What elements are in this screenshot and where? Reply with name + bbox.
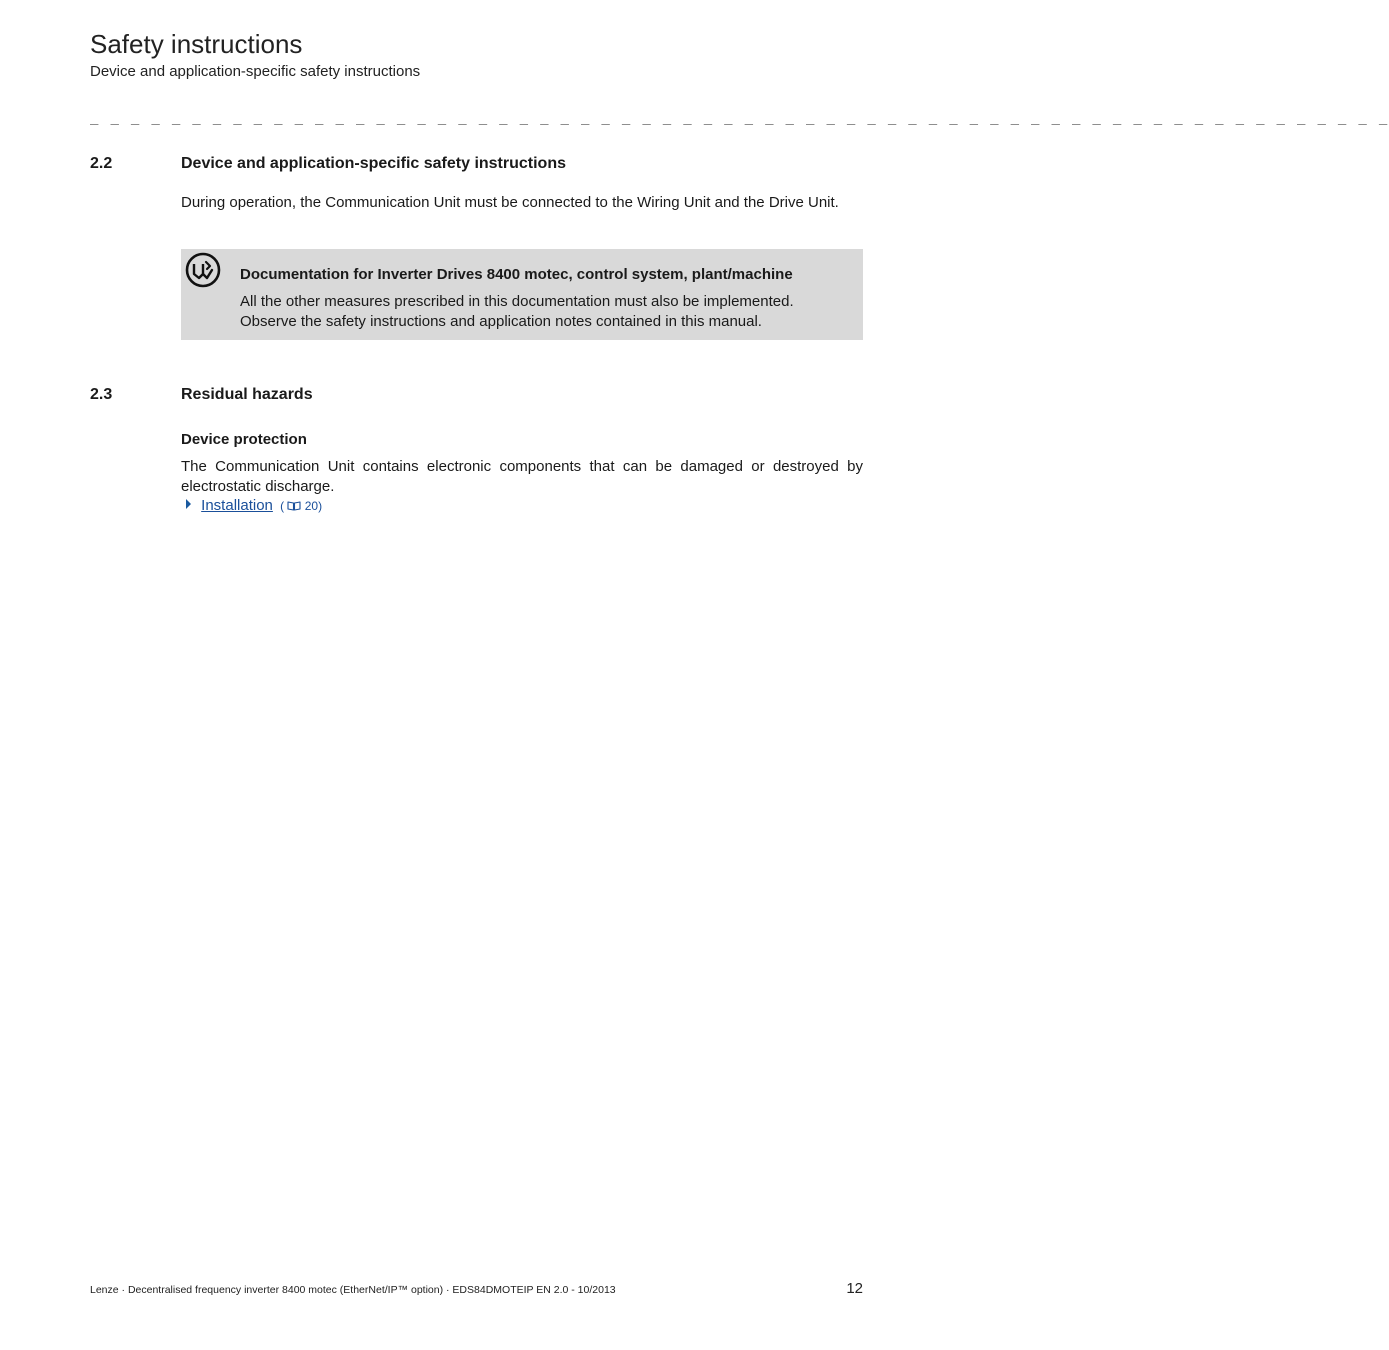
page-reference[interactable] <box>280 499 322 513</box>
page-reference-number: 20) <box>304 499 323 513</box>
documentation-note-box <box>181 249 863 340</box>
note-title: Documentation for Inverter Drives 8400 motec, control system, plant/machine <box>240 266 793 283</box>
documentation-note-icon <box>185 252 221 288</box>
footer-text: Lenze · Decentralised frequency inverter 8400 motec (EtherNet/IP™ option) · EDS84DMOTEIP EN 2.0 - 10/2013 <box>90 1284 616 1296</box>
section-2-2-title: Device and application-specific safety instructions <box>181 155 566 172</box>
note-line-1: All the other measures prescribed in this documentation must also be implemented. <box>240 293 794 310</box>
section-2-3-title: Residual hazards <box>181 386 313 403</box>
book-icon <box>287 501 301 511</box>
page-title: Safety instructions <box>90 29 303 59</box>
page-subtitle: Device and application-specific safety instructions <box>90 63 421 80</box>
section-2-3-number: 2.3 <box>90 386 113 403</box>
section-2-2-paragraph: During operation, the Communication Unit must be connected to the Wiring Unit and the Drive Unit. <box>181 194 839 211</box>
device-protection-heading: Device protection <box>181 431 307 448</box>
installation-link-row <box>186 496 322 516</box>
page-reference-open: ( <box>280 499 285 513</box>
arrow-right-icon <box>186 499 191 509</box>
section-2-3-paragraph: The Communication Unit contains electronic components that can be damaged or destroyed by electrostatic discharge. <box>181 458 863 495</box>
page-number: 12 <box>846 1280 863 1297</box>
note-body <box>240 292 855 331</box>
header-divider: _ _ _ _ _ _ _ _ _ _ _ _ _ _ _ _ _ _ _ _ _ _ _ _ _ _ _ _ _ _ _ _ _ _ _ _ _ _ _ _ _ _ _ _ _ _ _ _ _ _ _ _ _ _ _ _ _ _ _ _ _ _ _ _ <box>90 109 1389 125</box>
note-line-2: Observe the safety instructions and application notes contained in this manual. <box>240 312 762 330</box>
section-2-2-number: 2.2 <box>90 155 113 172</box>
installation-link[interactable]: Installation <box>201 497 273 514</box>
